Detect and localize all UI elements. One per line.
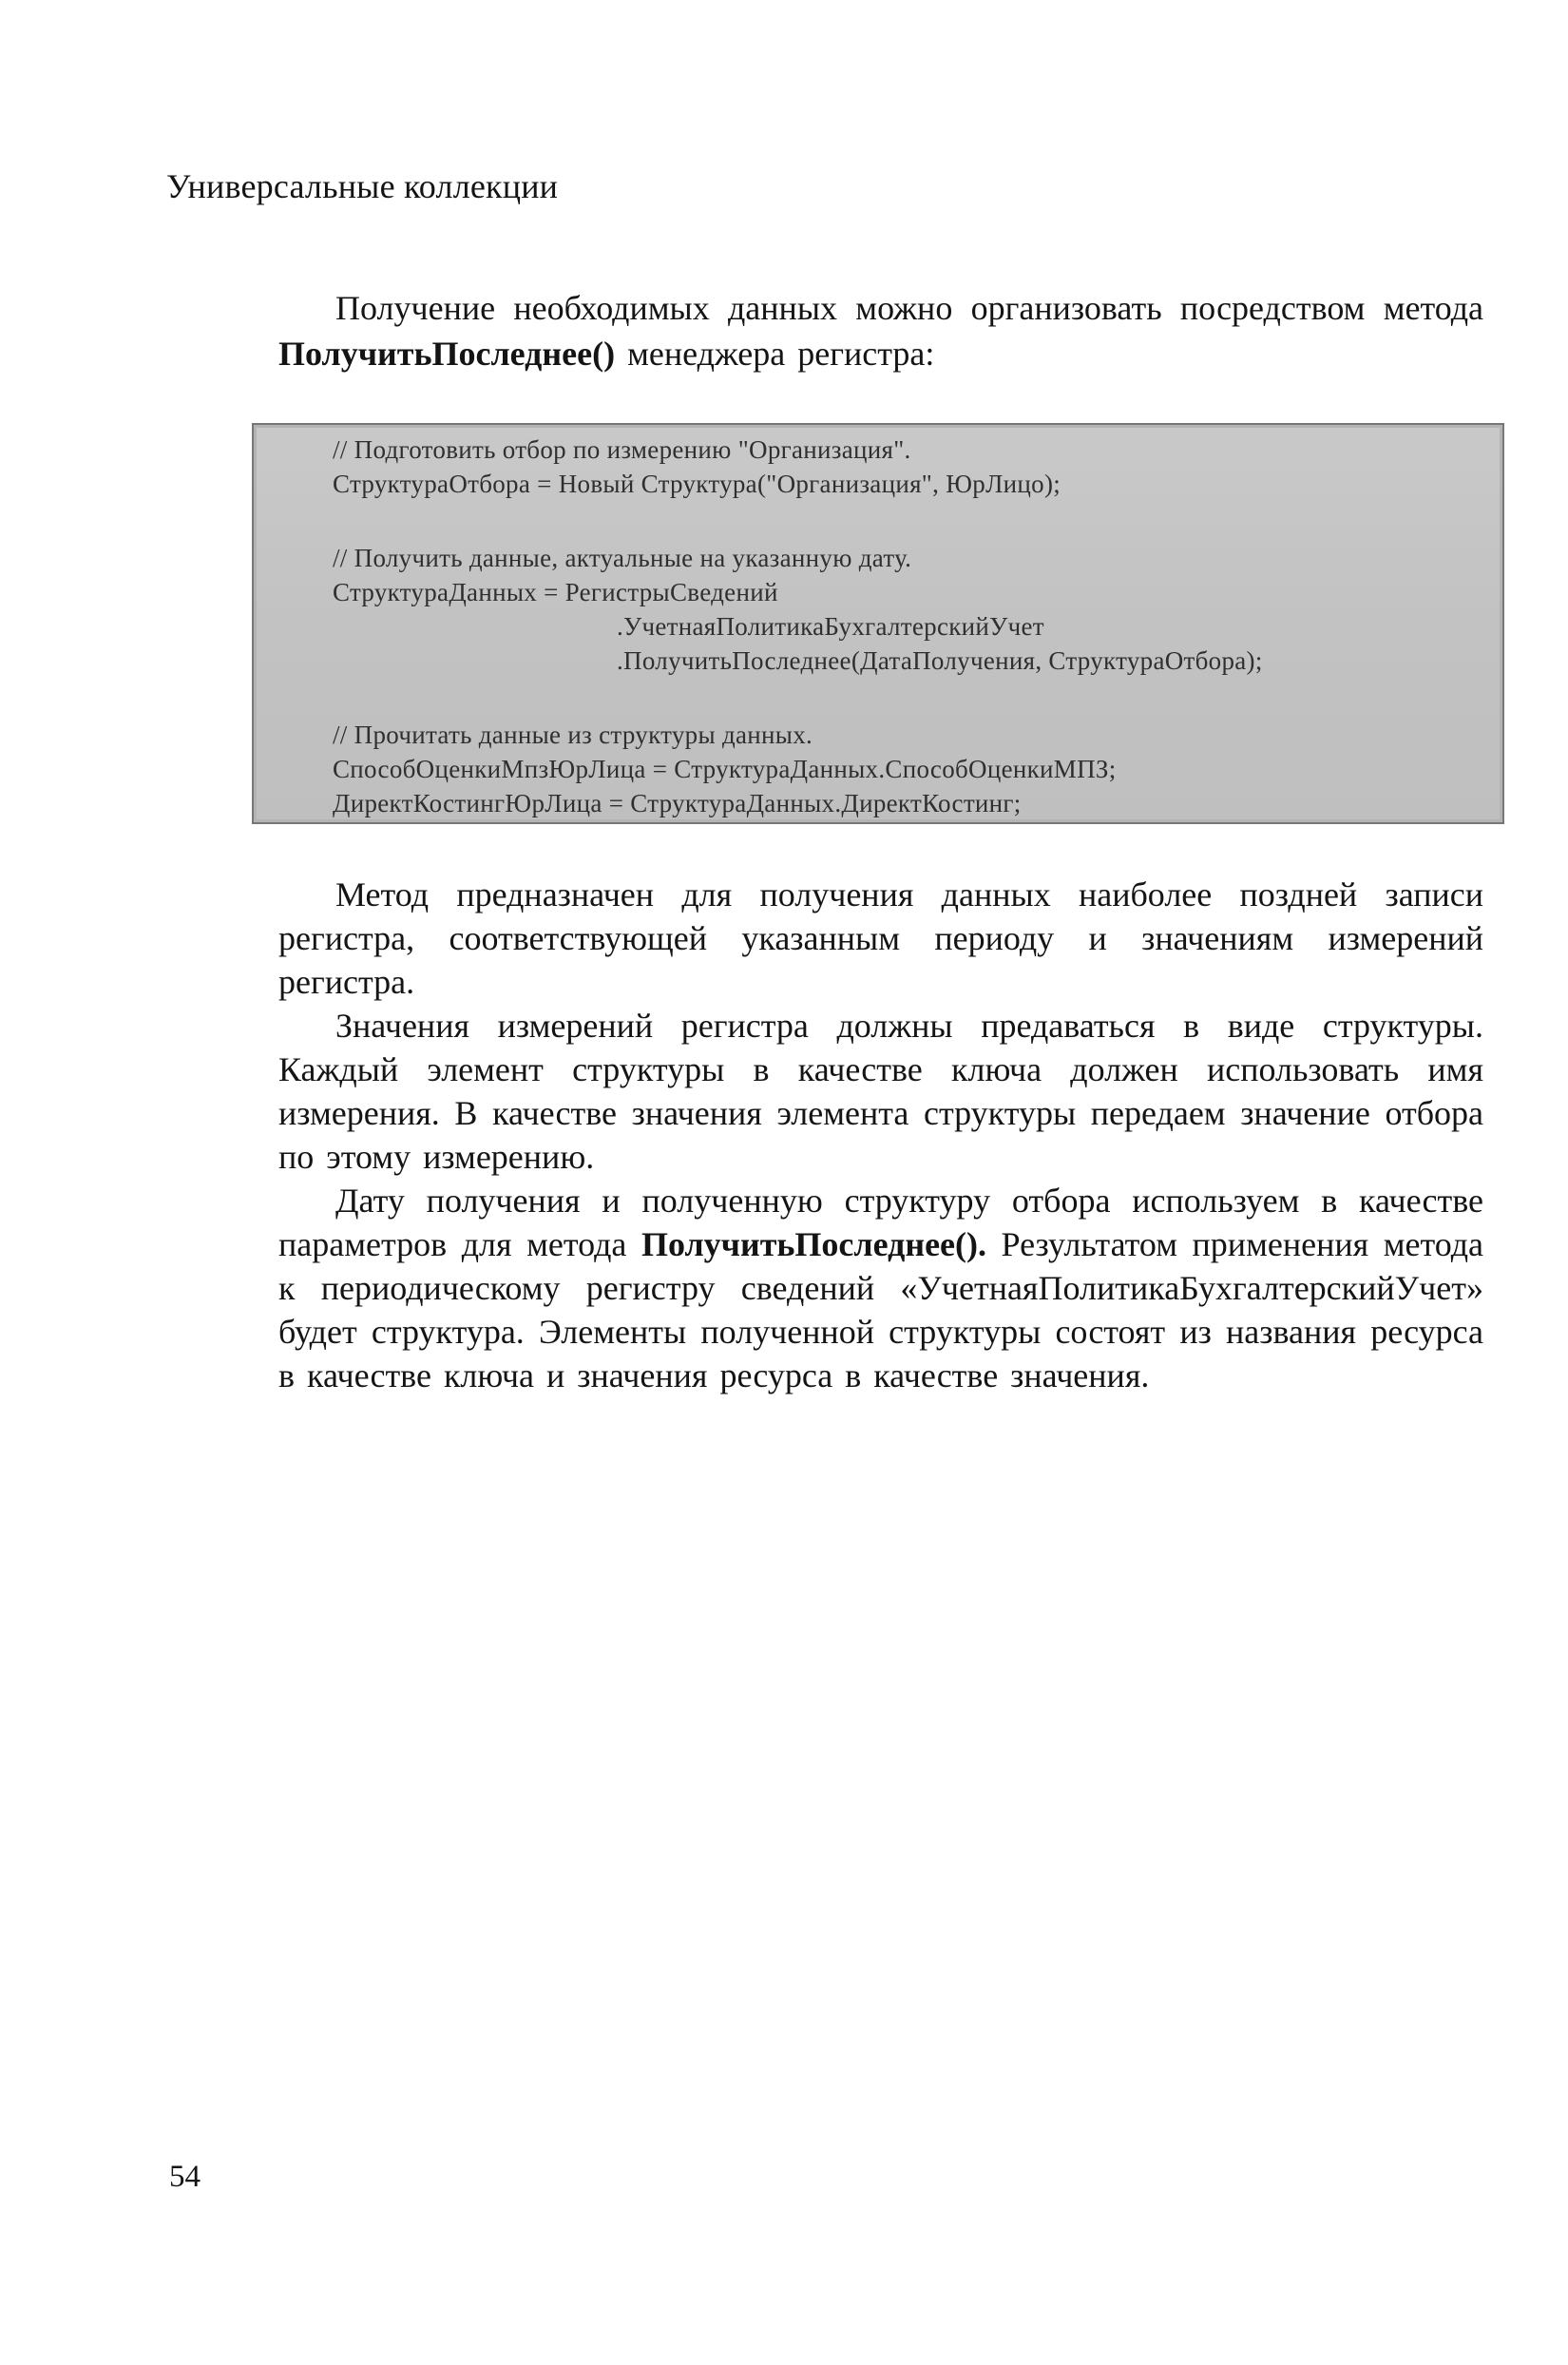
code-line: ДиректКостингЮрЛица = СтруктураДанных.ДиректКостинг; (333, 789, 1022, 817)
code-line: .ПолучитьПоследнее(ДатаПолучения, СтруктураОтбора); (617, 646, 1263, 675)
code-line: СтруктураДанных = РегистрыСведений (333, 578, 778, 606)
intro-paragraph (278, 285, 1483, 376)
body-text (278, 873, 1483, 1397)
code-comment: // Подготовить отбор по измерению "Организация". (333, 435, 911, 464)
intro-text: Получение необходимых данных можно организовать посредством метода (335, 289, 1483, 327)
paragraph (278, 1179, 1483, 1397)
running-header: Универсальные коллекции (166, 167, 559, 205)
code-line: СпособОценкиМпзЮрЛица = СтруктураДанных.СпособОценкиМПЗ; (333, 755, 1117, 783)
paragraph-text-end: Результатом применения метода к периодическому регистру сведений «УчетнаяПолитикаБухгалтерскийУчет» будет структура. Элементы полученной структуры состоят из названия ресурса в качестве ключа и значения ресурса в качестве значения. (278, 1225, 1483, 1394)
paragraph: Значения измерений регистра должны предаваться в виде структуры. Каждый элемент структуры в качестве ключа должен использовать имя измерения. В качестве значения элемента структуры передаем значение отбора по этому измерению. (278, 1007, 1483, 1176)
code-comment: // Получить данные, актуальные на указанную дату. (333, 544, 912, 572)
method-name: ПолучитьПоследнее() (278, 335, 616, 373)
code-line: СтруктураОтбора = Новый Структура("Организация", ЮрЛицо); (333, 470, 1061, 498)
paragraph-text: Дату получения и полученную структуру отбора используем в качестве параметров для метода (278, 1182, 1483, 1263)
paragraph: Метод предназначен для получения данных наиболее поздней записи регистра, соответствующей указанным периоду и значениям измерений регистра. (278, 875, 1483, 1001)
code-listing (252, 423, 1504, 824)
page-number: 54 (169, 2160, 201, 2194)
intro-text-end: менеджера регистра: (615, 335, 935, 373)
method-name: ПолучитьПоследнее(). (641, 1225, 986, 1263)
code-comment: // Прочитать данные из структуры данных. (333, 721, 813, 749)
code-line: .УчетнаяПолитикаБухгалтерскийУчет (617, 612, 1044, 641)
